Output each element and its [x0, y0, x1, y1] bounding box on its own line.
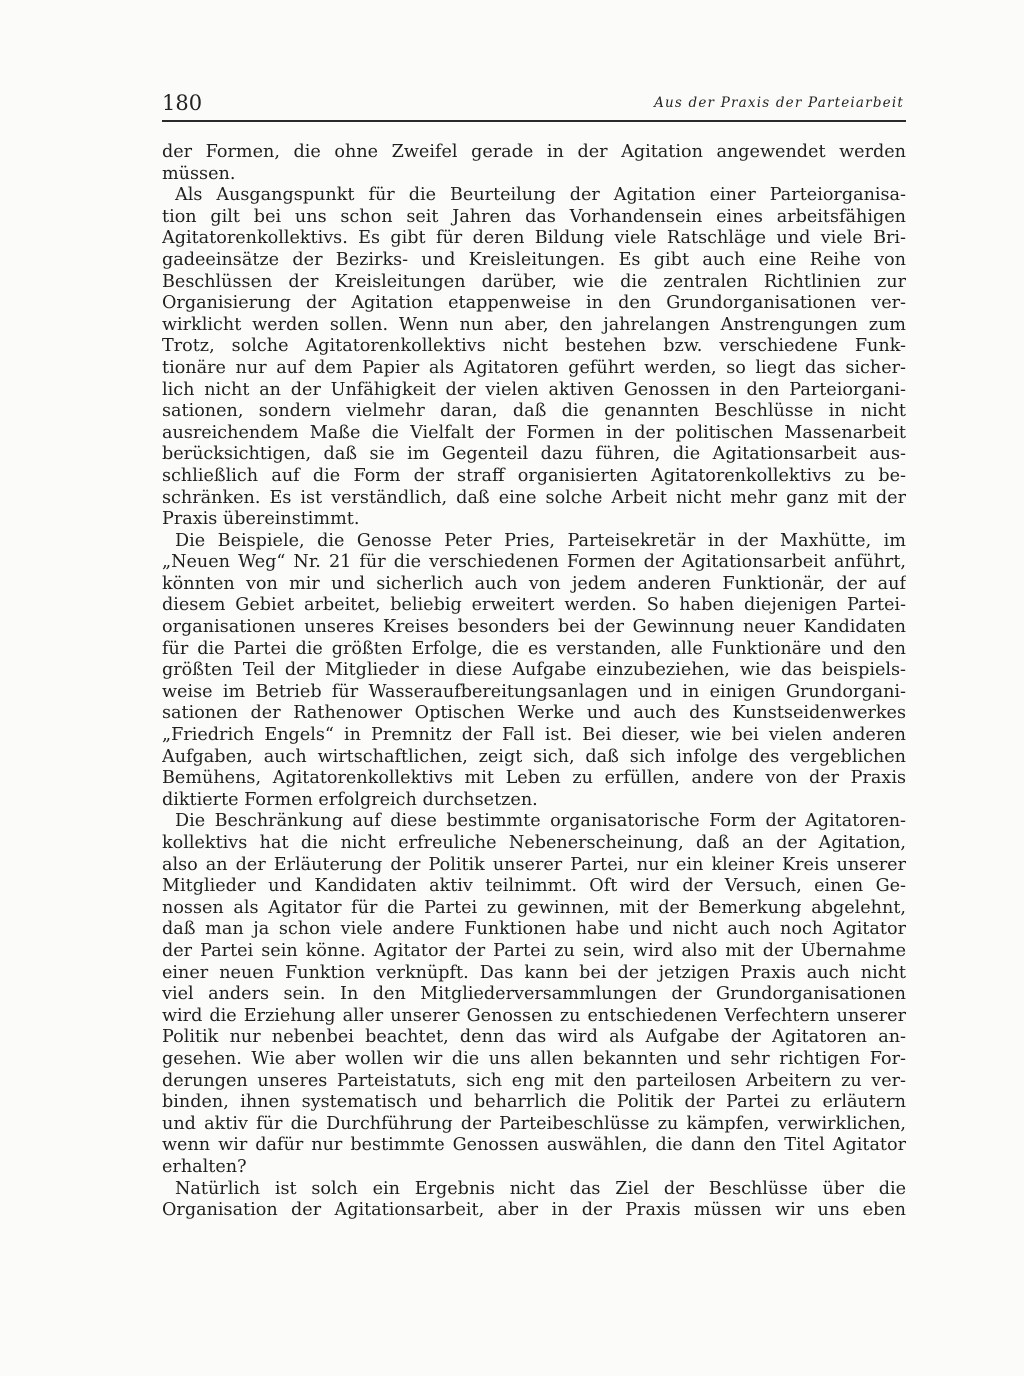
text-line: „Neuen Weg“ Nr. 21 für die verschiedenen Formen der Agitationsarbeit anführt,	[162, 552, 906, 573]
text-line: Bemühens, Agitatorenkollektivs mit Leben zu erfüllen, andere von der Praxis	[162, 768, 906, 789]
text-line: derungen unseres Parteistatuts, sich eng mit den parteilosen Arbeitern zu ver-	[162, 1070, 906, 1091]
text-line: erhalten?	[162, 1156, 247, 1177]
text-line: der Formen, die ohne Zweifel gerade in der Agitation angewendet werden	[162, 142, 906, 162]
text-line: Politik nur nebenbei beachtet, denn das wird als Aufgabe der Agitatoren an-	[162, 1027, 906, 1048]
text-line: schränken. Es ist verständlich, daß eine solche Arbeit nicht mehr ganz mit der	[162, 487, 906, 508]
text-line: müssen.	[162, 163, 236, 184]
text-line: also an der Erläuterung der Politik unserer Partei, nur ein kleiner Kreis unserer	[162, 854, 906, 875]
text-line: für die Partei die größten Erfolge, die es verstanden, alle Funktionäre und den	[162, 638, 906, 659]
text-line: daß man ja schon viele andere Funktionen habe und nicht auch noch Agitator	[162, 919, 906, 940]
text-line: wirklicht werden sollen. Wenn nun aber, den jahrelangen Anstrengungen zum	[162, 314, 906, 335]
text-line: wird die Erziehung aller unserer Genossen zu entschiedenen Verfechtern unserer	[162, 1005, 906, 1026]
text-line: gadeeinsätze der Bezirks- und Kreisleitungen. Es gibt auch eine Reihe von	[162, 249, 906, 270]
text-line: Die Beispiele, die Genosse Peter Pries, Parteisekretär in der Maxhütte, im	[175, 530, 906, 551]
text-line: lich nicht an der Unfähigkeit der vielen aktiven Genossen in den Parteiorgani-	[162, 379, 906, 400]
text-line: diktierte Formen erfolgreich durchsetzen.	[162, 789, 538, 810]
text-line: gesehen. Wie aber wollen wir die uns allen bekannten und sehr richtigen For-	[162, 1048, 906, 1069]
page-number: 180	[162, 91, 203, 115]
text-line: ausreichendem Maße die Vielfalt der Formen in der politischen Massenarbeit	[162, 422, 906, 443]
text-line: viel anders sein. In den Mitgliederversammlungen der Grundorganisationen	[162, 984, 906, 1005]
text-line: schließlich auf die Form der straff organisierten Agitatorenkollektivs zu be-	[162, 465, 906, 486]
text-line: Organisation der Agitationsarbeit, aber in der Praxis müssen wir uns eben	[162, 1200, 906, 1221]
text-line: weise im Betrieb für Wasseraufbereitungsanlagen und in einigen Grundorgani-	[162, 681, 906, 702]
text-line: Aufgaben, auch wirtschaftlichen, zeigt sich, daß sich infolge des vergeblichen	[162, 746, 906, 767]
text-line: und aktiv für die Durchführung der Parteibeschlüsse zu kämpfen, verwirklichen,	[162, 1113, 906, 1134]
text-line: der Partei sein könne. Agitator der Partei zu sein, wird also mit der Übernahme	[162, 940, 906, 961]
text-line: Trotz, solche Agitatorenkollektivs nicht bestehen bzw. verschiedene Funk-	[162, 336, 906, 357]
text-line: diesem Gebiet arbeitet, beliebig erweitert werden. So haben diejenigen Partei-	[162, 595, 906, 616]
text-line: sationen, sondern vielmehr daran, daß die genannten Beschlüsse in nicht	[162, 401, 906, 422]
text-line: wenn wir dafür nur bestimmte Genossen auswählen, die dann den Titel Agitator	[162, 1135, 906, 1156]
page-header	[162, 90, 906, 122]
text-line: Die Beschränkung auf diese bestimmte organisatorische Form der Agitatoren-	[175, 811, 906, 832]
text-line: könnten von mir und sicherlich auch von jedem anderen Funktionär, der auf	[162, 573, 906, 594]
text-line: größten Teil der Mitglieder in diese Aufgabe einzubeziehen, wie das beispiels-	[162, 660, 906, 681]
text-line: Natürlich ist solch ein Ergebnis nicht das Ziel der Beschlüsse über die	[175, 1178, 906, 1199]
text-line: organisationen unseres Kreises besonders bei der Gewinnung neuer Kandidaten	[162, 617, 906, 638]
text-line: Agitatorenkollektivs. Es gibt für deren Bildung viele Ratschläge und viele Bri-	[162, 228, 906, 249]
text-line: Mitglieder und Kandidaten aktiv teilnimmt. Oft wird der Versuch, einen Ge-	[162, 876, 906, 897]
text-line: „Friedrich Engels“ in Premnitz der Fall ist. Bei dieser, wie bei vielen anderen	[162, 725, 906, 746]
text-line: berücksichtigen, daß sie im Gegenteil dazu führen, die Agitationsarbeit aus-	[162, 444, 906, 465]
text-line: tionäre nur auf dem Papier als Agitatoren geführt werden, so liegt das sicher-	[162, 357, 906, 378]
text-line: Beschlüssen der Kreisleitungen darüber, wie die zentralen Richtlinien zur	[162, 271, 906, 292]
text-line: kollektivs hat die nicht erfreuliche Nebenerscheinung, daß an der Agitation,	[162, 833, 906, 853]
text-line: Praxis übereinstimmt.	[162, 509, 360, 530]
text-line: sationen der Rathenower Optischen Werke und auch des Kunstseidenwerkes	[162, 703, 906, 724]
running-title: Aus der Praxis der Parteiarbeit	[654, 95, 904, 111]
text-line: Als Ausgangspunkt für die Beurteilung der Agitation einer Parteiorganisa-	[175, 185, 906, 206]
text-line: nossen als Agitator für die Partei zu gewinnen, mit der Bemerkung abgelehnt,	[162, 897, 906, 918]
text-line: binden, ihnen systematisch und beharrlich die Politik der Partei zu erläutern	[162, 1092, 906, 1113]
body-text	[162, 142, 906, 1222]
text-line: Organisierung der Agitation etappenweise in den Grundorganisationen ver-	[162, 293, 906, 314]
text-line: tion gilt bei uns schon seit Jahren das Vorhandensein eines arbeitsfähigen	[162, 206, 906, 227]
text-line: einer neuen Funktion verknüpft. Das kann bei der jetzigen Praxis auch nicht	[162, 962, 906, 983]
